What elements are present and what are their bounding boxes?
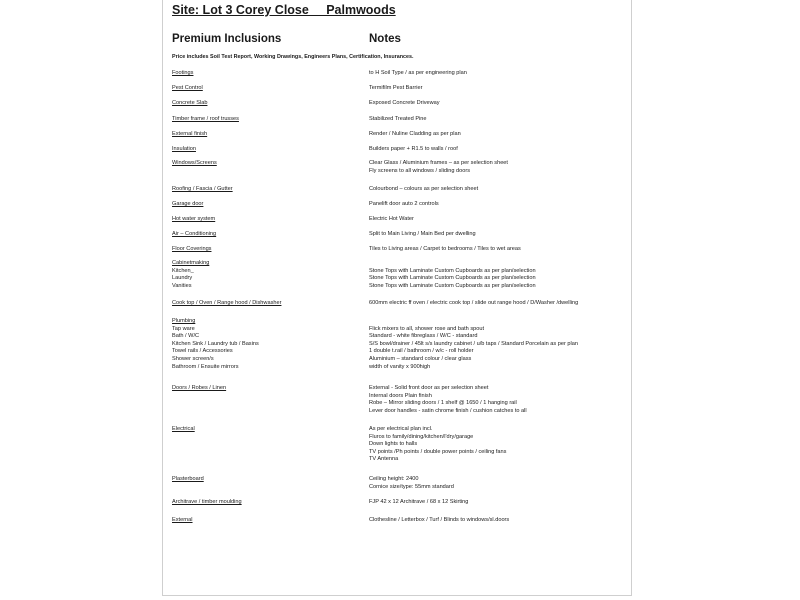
notes-line: Stone Tops with Laminate Custom Cupboards as per plan/selection xyxy=(369,275,536,282)
inclusion-label xyxy=(172,426,362,434)
inclusion-notes xyxy=(369,146,624,154)
notes-line: Fly screens to all windows / sliding doors xyxy=(369,167,471,174)
inclusion-category: External finish xyxy=(172,131,208,137)
inclusion-category: Plasterboard xyxy=(172,476,204,482)
inclusion-label xyxy=(172,201,362,209)
inclusion-category: Doors / Robes / Linen xyxy=(172,385,227,391)
notes-line: Down lights to halls xyxy=(369,441,418,448)
inclusion-subitem: Kitchen Sink / Laundry tub / Basins xyxy=(172,340,259,347)
inclusion-category: Garage door xyxy=(172,201,204,207)
inclusion-notes xyxy=(369,231,624,239)
inclusion-notes xyxy=(369,70,624,78)
inclusion-label xyxy=(172,216,362,224)
inclusion-label xyxy=(172,385,362,393)
inclusion-label xyxy=(172,100,362,108)
inclusion-category: Cabinetmaking xyxy=(172,260,210,266)
inclusion-notes xyxy=(369,116,624,124)
notes-line: Robe – Mirror sliding doors / 1 shelf @ 1650 / 1 hanging rail xyxy=(369,400,517,407)
notes-line: Flick mixers to all, shower rose and bath spout xyxy=(369,325,485,332)
inclusion-notes xyxy=(369,186,624,194)
notes-line: As per electrical plan incl. xyxy=(369,426,433,432)
inclusion-notes xyxy=(369,426,624,464)
inclusion-category: Air – Conditioning xyxy=(172,231,217,237)
inclusion-notes xyxy=(369,100,624,108)
inclusion-label xyxy=(172,70,362,78)
notes-line: S/S bowl/drainer / 45lt s/s laundry cabinet / u/b taps / Standard Porcelain as per plan xyxy=(369,340,578,347)
notes-line: to H Soil Type / as per engineering plan xyxy=(369,70,467,76)
inclusion-subitem: Bathroom / Ensuite mirrors xyxy=(172,363,239,370)
notes-line: Ceiling height: 2400 xyxy=(369,476,419,482)
inclusion-notes xyxy=(369,318,624,371)
notes-line: Builders paper + R1.5 to walls / roof xyxy=(369,146,458,152)
notes-line: Tiles to Living areas / Carpet to bedrooms / Tiles to wet areas xyxy=(369,246,521,252)
inclusion-subitem: Vanities xyxy=(172,282,192,289)
inclusion-label xyxy=(172,131,362,139)
notes-line: Colourbond – colours as per selection sheet xyxy=(369,186,479,192)
inclusion-category: Roofing / Fascia / Gutter xyxy=(172,186,233,192)
inclusion-label xyxy=(172,476,362,484)
notes-line: TV Antenna xyxy=(369,456,399,463)
notes-line: 600mm electric ff oven / electric cook top / slide out range hood / D/Washer /dwelling xyxy=(369,300,579,306)
inclusion-subitem: Kitchen_ xyxy=(172,267,194,274)
inclusion-category: Plumbing xyxy=(172,318,196,324)
notes-line: Stone Tops with Laminate Custom Cupboards as per plan/selection xyxy=(369,267,536,274)
inclusion-subitem: Towel rails / Accessories xyxy=(172,348,233,355)
inclusion-category: Footings xyxy=(172,70,194,76)
inclusion-label xyxy=(172,517,362,525)
inclusion-notes xyxy=(369,385,624,415)
notes-line: Render / Nuline Cladding as per plan xyxy=(369,131,461,137)
inclusion-label xyxy=(172,116,362,124)
notes-line: External - Solid front door as per selection sheet xyxy=(369,385,489,391)
inclusion-category: Cook top / Oven / Range hood / Dishwasher xyxy=(172,300,282,306)
inclusion-category: Insulation xyxy=(172,146,196,152)
inclusion-category: External xyxy=(172,517,193,523)
inclusion-notes xyxy=(369,499,624,507)
inclusion-notes xyxy=(369,517,624,525)
inclusion-notes xyxy=(369,216,624,224)
inclusion-notes xyxy=(369,131,624,139)
site-title: Site: Lot 3 Corey Close Palmwoods xyxy=(172,3,396,17)
inclusion-label xyxy=(172,231,362,239)
notes-line: Standard - white fibreglass / W/C - standard xyxy=(369,333,478,340)
inclusion-label xyxy=(172,186,362,194)
notes-line: Electric Hot Water xyxy=(369,216,414,222)
inclusion-label xyxy=(172,160,362,168)
notes-line: width of vanity x 900high xyxy=(369,363,431,370)
inclusion-subitem: Bath / W/C xyxy=(172,333,200,340)
notes-line: Exposed Concrete Driveway xyxy=(369,100,440,106)
premium-inclusions-heading: Premium Inclusions xyxy=(172,33,282,45)
notes-line: Cornice size/type: 55mm standard xyxy=(369,483,454,490)
inclusion-category: Hot water system xyxy=(172,216,216,222)
notes-line: 1 double t.rail / bathroom / w/c - roll holder xyxy=(369,348,474,355)
notes-line: Termifilm Pest Barrier xyxy=(369,85,423,91)
inclusion-category: Timber frame / roof trusses xyxy=(172,116,239,122)
notes-line: Lever door handles - satin chrome finish / cushion catches to all xyxy=(369,407,527,414)
notes-line xyxy=(369,318,624,326)
notes-line: Fluros to family/dining/kitchen/l'dry/garage xyxy=(369,433,474,440)
inclusion-label xyxy=(172,85,362,93)
notes-line: Internal doors Plain finish xyxy=(369,392,432,399)
inclusion-notes xyxy=(369,260,624,290)
inclusion-category: Windows/Screens xyxy=(172,160,217,166)
notes-line: TV points /Ph points / double power points / ceiling fans xyxy=(369,448,507,455)
notes-line: Stone Tops with Laminate Custom Cupboards as per plan/selection xyxy=(369,282,536,289)
inclusion-category: Floor Coverings xyxy=(172,246,212,252)
inclusion-label xyxy=(172,300,362,308)
notes-line: Split to Main Living / Main Bed per dwelling xyxy=(369,231,476,237)
notes-line: Clothesline / Letterbox / Turf / Blinds to windows/sl.doors xyxy=(369,517,510,523)
inclusion-label xyxy=(172,246,362,254)
notes-line: Clear Glass / Aluminium frames – as per selection sheet xyxy=(369,160,508,166)
inclusion-label xyxy=(172,260,362,290)
notes-heading: Notes xyxy=(369,33,401,45)
inclusion-notes xyxy=(369,85,624,93)
notes-line xyxy=(369,260,624,268)
inclusion-notes xyxy=(369,160,624,175)
inclusion-category: Concrete Slab xyxy=(172,100,208,106)
notes-line: Stabilized Treated Pine xyxy=(369,116,427,122)
inclusion-label xyxy=(172,318,362,371)
inclusion-category: Architrave / timber moulding xyxy=(172,499,242,505)
inclusion-label xyxy=(172,146,362,154)
inclusion-label xyxy=(172,499,362,507)
inclusion-subitem: Laundry xyxy=(172,275,193,282)
inclusion-subitem: Tap ware xyxy=(172,325,195,332)
notes-line: Panelift door auto 2 controls xyxy=(369,201,439,207)
inclusion-notes xyxy=(369,300,624,308)
notes-line: FJP 42 x 12 Architrave / 68 x 12 Skirting xyxy=(369,499,469,505)
inclusion-subitem: Shower screen/s xyxy=(172,355,214,362)
inclusion-category: Pest Control xyxy=(172,85,203,91)
notes-line: Aluminium – standard colour / clear glass xyxy=(369,355,472,362)
inclusion-notes xyxy=(369,476,624,491)
inclusion-notes xyxy=(369,201,624,209)
inclusion-category: Electrical xyxy=(172,426,195,432)
price-includes-note: Price includes Soil Test Report, Working Drawings, Engineers Plans, Certification, Insurances. xyxy=(172,54,414,60)
inclusion-notes xyxy=(369,246,624,254)
